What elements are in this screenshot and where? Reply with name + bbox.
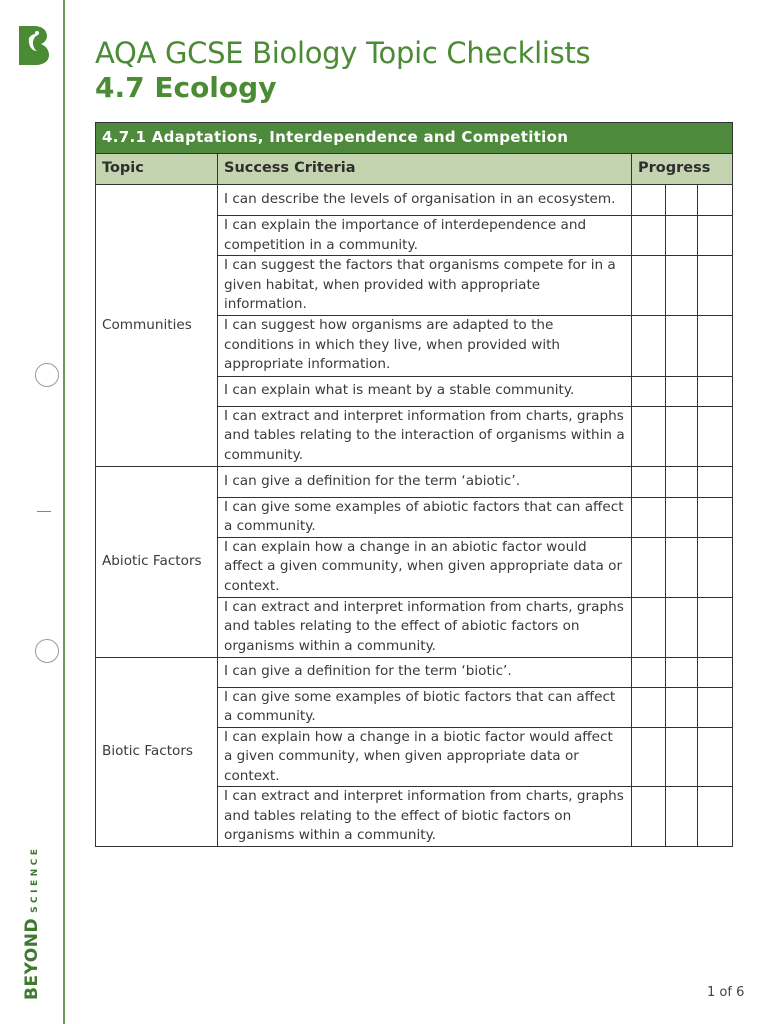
page-number: 1 of 6 [707, 985, 745, 1000]
progress-box[interactable] [698, 406, 733, 466]
brand-word-science: SCIENCE [30, 845, 40, 913]
topic-cell-communities: Communities [96, 185, 218, 467]
progress-box[interactable] [632, 256, 666, 316]
progress-box[interactable] [666, 466, 698, 497]
progress-box[interactable] [666, 406, 698, 466]
progress-box[interactable] [632, 497, 666, 537]
criteria-cell: I can give a definition for the term ‘abiotic’. [218, 466, 632, 497]
progress-box[interactable] [698, 315, 733, 376]
progress-box[interactable] [632, 376, 666, 406]
margin-line [63, 0, 65, 1024]
progress-box[interactable] [698, 597, 733, 657]
criteria-cell: I can suggest the factors that organisms compete for in a given habitat, when provided with appropriate information. [218, 256, 632, 316]
progress-box[interactable] [632, 687, 666, 727]
progress-box[interactable] [698, 727, 733, 787]
progress-box[interactable] [666, 185, 698, 216]
progress-box[interactable] [666, 787, 698, 847]
progress-box[interactable] [666, 727, 698, 787]
progress-box[interactable] [632, 185, 666, 216]
column-header-topic: Topic [96, 154, 218, 185]
progress-box[interactable] [632, 727, 666, 787]
progress-box[interactable] [666, 256, 698, 316]
section-title: 4.7.1 Adaptations, Interdependence and Competition [96, 123, 733, 154]
criteria-cell: I can give some examples of biotic factors that can affect a community. [218, 687, 632, 727]
criteria-cell: I can extract and interpret information from charts, graphs and tables relating to the effect of abiotic factors on organisms within a community. [218, 597, 632, 657]
progress-box[interactable] [666, 216, 698, 256]
brand-wordmark [22, 846, 42, 1000]
criteria-cell: I can explain how a change in an abiotic factor would affect a given community, when given appropriate data or context. [218, 537, 632, 597]
progress-box[interactable] [632, 466, 666, 497]
progress-box[interactable] [698, 466, 733, 497]
criteria-cell: I can explain the importance of interdependence and competition in a community. [218, 216, 632, 256]
page-title: AQA GCSE Biology Topic Checklists [95, 36, 591, 70]
progress-box[interactable] [698, 216, 733, 256]
column-header-progress: Progress [632, 154, 733, 185]
progress-box[interactable] [666, 687, 698, 727]
punch-hole-bottom [35, 639, 59, 663]
progress-box[interactable] [666, 597, 698, 657]
criteria-cell: I can give a definition for the term ‘biotic’. [218, 657, 632, 687]
punch-hole-top [35, 363, 59, 387]
page-subtitle: 4.7 Ecology [95, 71, 277, 104]
progress-box[interactable] [698, 185, 733, 216]
progress-box[interactable] [666, 376, 698, 406]
table-row [96, 185, 733, 216]
progress-box[interactable] [632, 216, 666, 256]
criteria-cell: I can extract and interpret information from charts, graphs and tables relating to the interaction of organisms within a community. [218, 406, 632, 466]
column-header-success-criteria: Success Criteria [218, 154, 632, 185]
criteria-cell: I can extract and interpret information from charts, graphs and tables relating to the effect of biotic factors on organisms within a community. [218, 787, 632, 847]
progress-box[interactable] [632, 406, 666, 466]
progress-box[interactable] [666, 537, 698, 597]
topic-checklist-table [95, 122, 733, 847]
criteria-cell: I can explain what is meant by a stable community. [218, 376, 632, 406]
topic-cell-biotic-factors: Biotic Factors [96, 657, 218, 846]
progress-box[interactable] [698, 376, 733, 406]
progress-box[interactable] [666, 315, 698, 376]
progress-box[interactable] [698, 537, 733, 597]
progress-box[interactable] [698, 787, 733, 847]
criteria-cell: I can describe the levels of organisation in an ecosystem. [218, 185, 632, 216]
progress-box[interactable] [666, 657, 698, 687]
progress-box[interactable] [698, 497, 733, 537]
progress-box[interactable] [666, 497, 698, 537]
progress-box[interactable] [632, 597, 666, 657]
progress-box[interactable] [698, 687, 733, 727]
progress-box[interactable] [632, 787, 666, 847]
progress-box[interactable] [632, 315, 666, 376]
beyond-logo-icon [16, 24, 50, 66]
table-row [96, 657, 733, 687]
criteria-cell: I can suggest how organisms are adapted to the conditions in which they live, when provided with appropriate information. [218, 315, 632, 376]
topic-cell-abiotic-factors: Abiotic Factors [96, 466, 218, 657]
progress-box[interactable] [632, 657, 666, 687]
criteria-cell: I can explain how a change in a biotic factor would affect a given community, when given appropriate data or context. [218, 727, 632, 787]
table-row [96, 466, 733, 497]
progress-box[interactable] [698, 256, 733, 316]
section-header-row [96, 123, 733, 154]
criteria-cell: I can give some examples of abiotic factors that can affect a community. [218, 497, 632, 537]
column-header-row [96, 154, 733, 185]
brand-word-beyond: BEYOND [22, 917, 42, 1000]
fold-mark [37, 511, 51, 512]
progress-box[interactable] [698, 657, 733, 687]
progress-box[interactable] [632, 537, 666, 597]
